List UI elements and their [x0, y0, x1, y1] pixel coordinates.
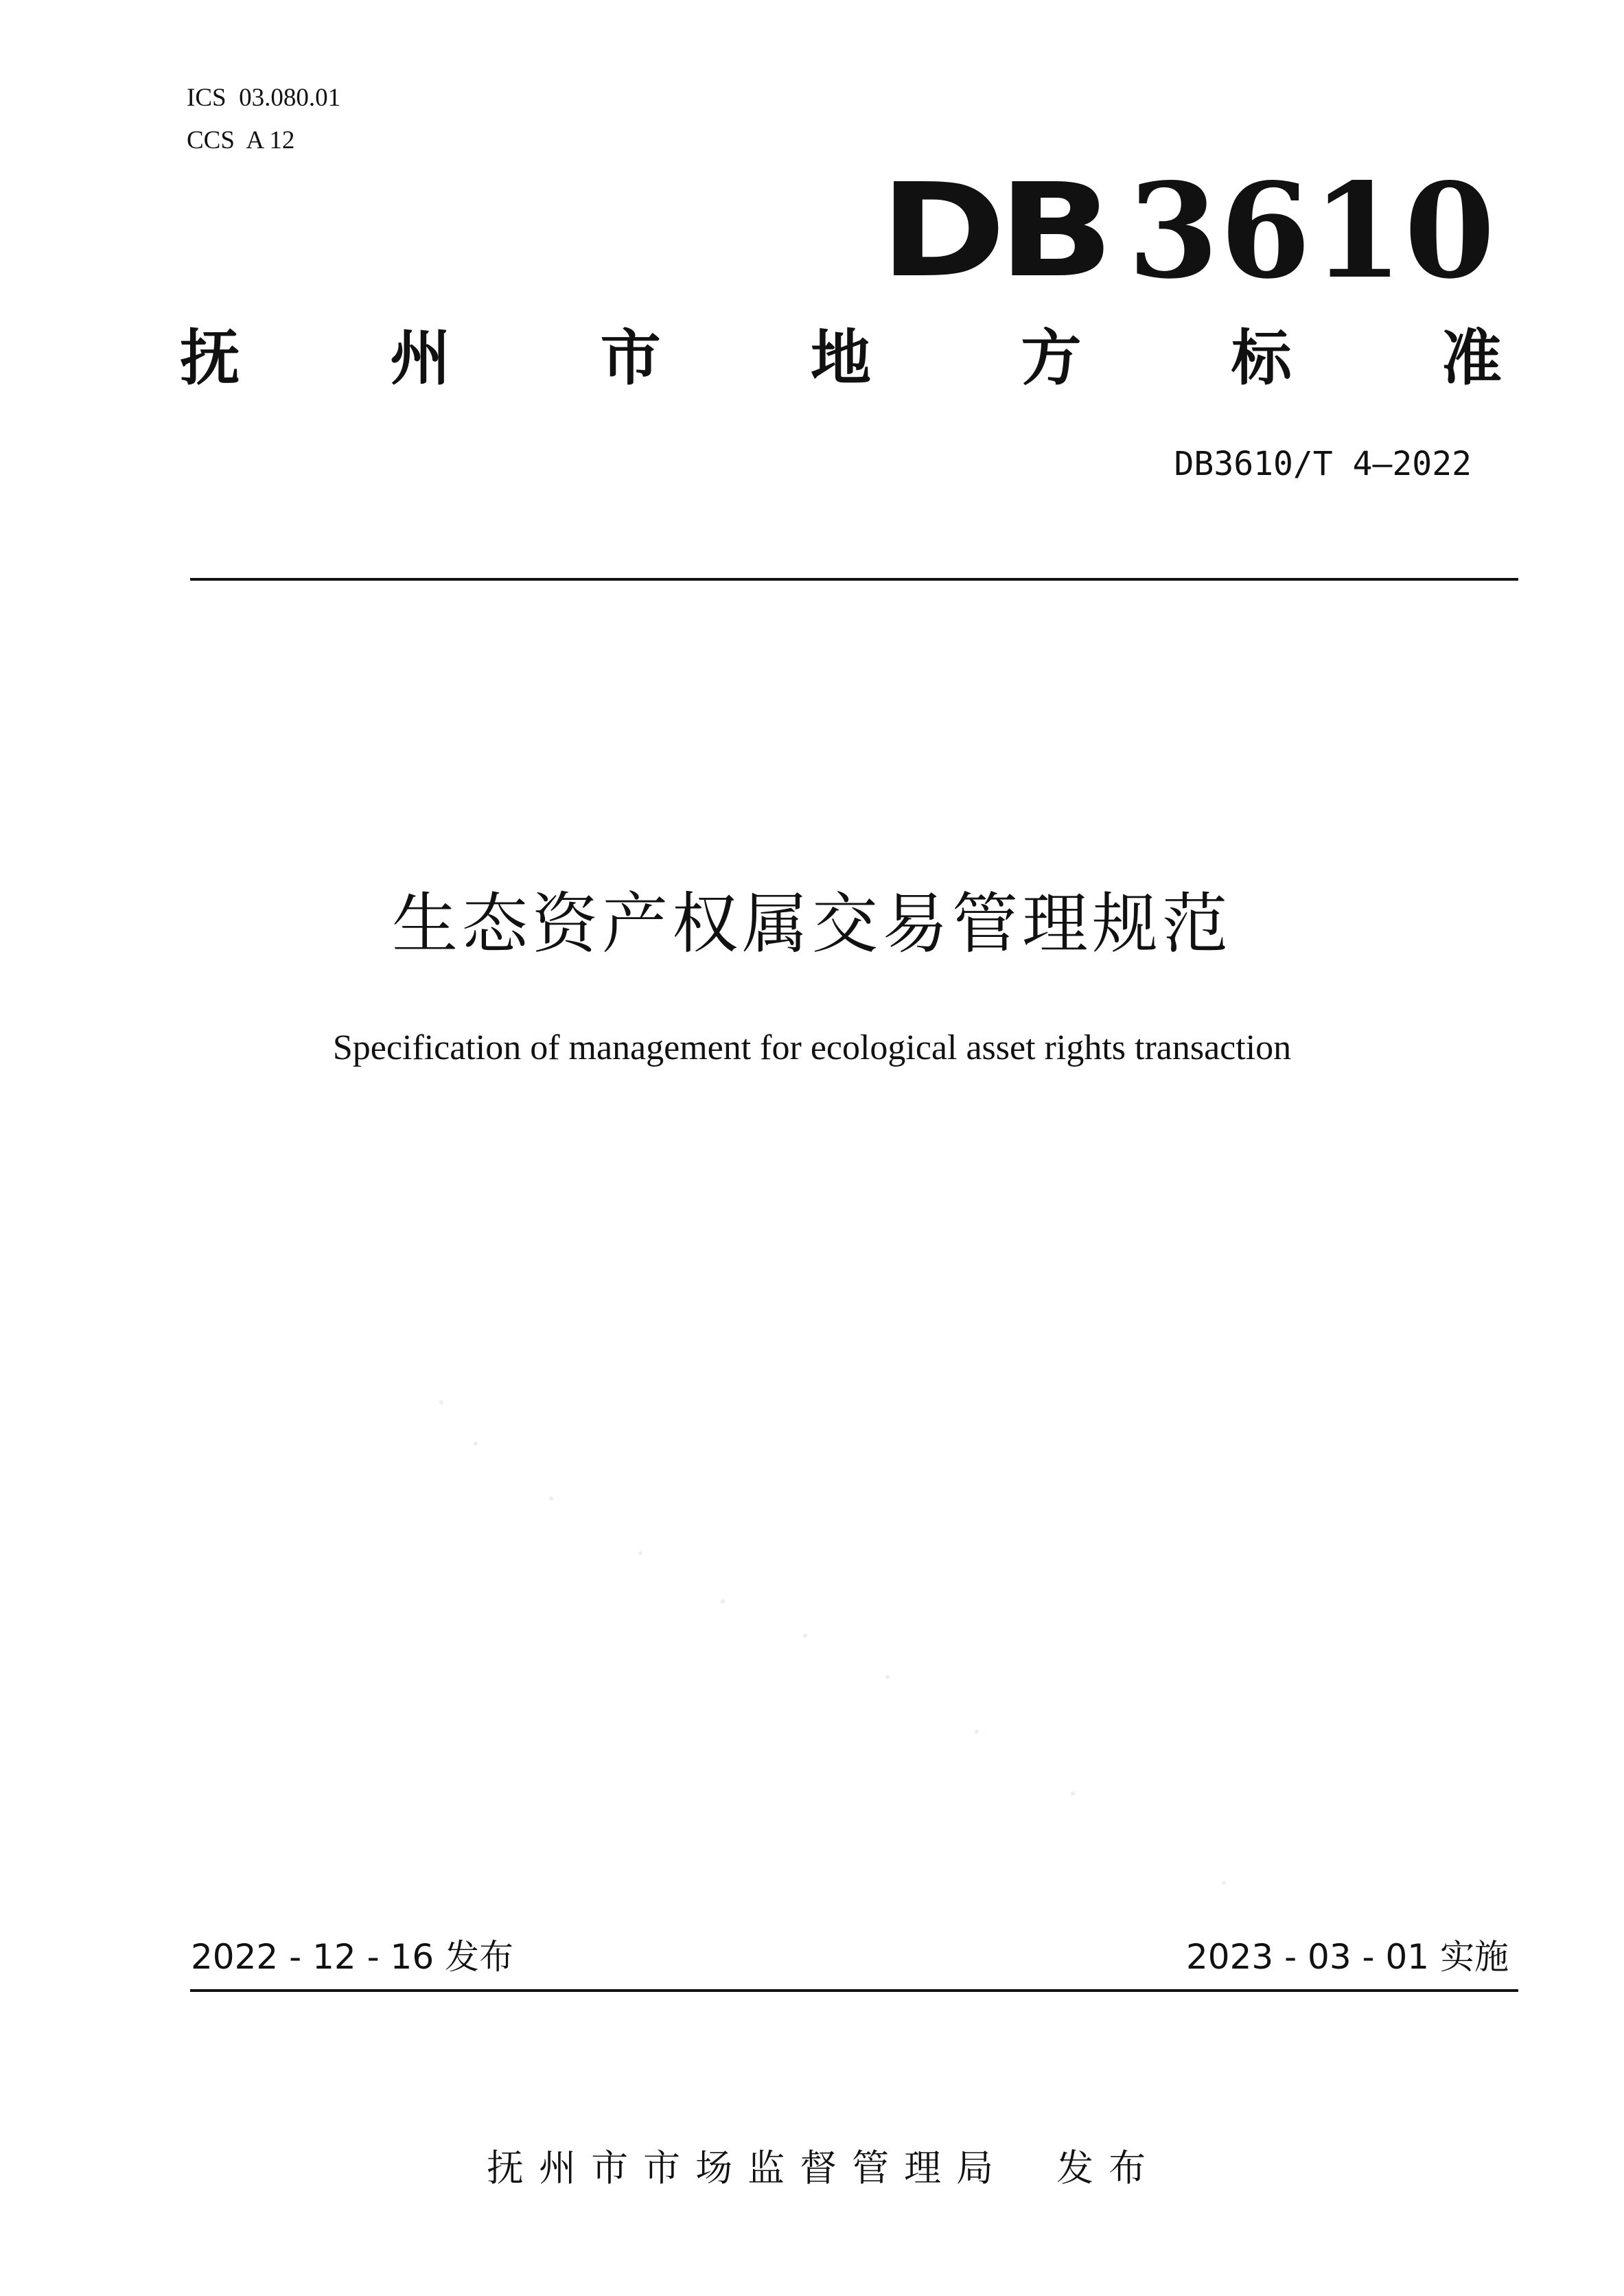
issuing-authority: [0, 2100, 1624, 2191]
standard-logo: [879, 152, 1496, 308]
scan-speck: [549, 1496, 553, 1500]
scan-speck: [803, 1634, 807, 1638]
scan-speck: [439, 1400, 443, 1404]
standard-type-char: 准: [1441, 323, 1502, 393]
logo-prefix: DB: [879, 156, 1106, 306]
issuer-action: 发布: [1056, 2146, 1161, 2190]
publish-date: 2022 - 12 - 16 发布: [191, 1937, 514, 1977]
scan-speck: [885, 1675, 890, 1679]
standard-type-char: 标: [1231, 323, 1292, 393]
bottom-divider: [190, 1989, 1518, 1992]
standard-type-char: 地: [810, 323, 871, 393]
scan-speck: [975, 1730, 979, 1734]
logo-code: 3610: [1128, 154, 1496, 308]
standard-type-char: 抚: [180, 323, 241, 393]
ics-code: ICS 03.080.01: [187, 84, 341, 112]
standard-type-heading: [180, 316, 1502, 391]
issuer-name: 抚州市市场监督管理局: [487, 2146, 1009, 2190]
implementation-date: 2023 - 03 - 01 实施: [1185, 1937, 1509, 1977]
standard-type-char: 州: [390, 323, 451, 393]
top-divider: [190, 578, 1518, 581]
standard-type-char: 方: [1021, 323, 1082, 393]
scan-speck: [1071, 1791, 1075, 1796]
scan-speck: [1222, 1881, 1226, 1885]
document-title-chinese: 生态资产权属交易管理规范: [392, 885, 1232, 962]
standard-number: DB3610/T 4—2022: [1174, 445, 1472, 483]
document-title-english: Specification of management for ecological asset rights transaction: [332, 1028, 1292, 1067]
scan-speck: [474, 1441, 478, 1446]
standard-type-char: 市: [600, 323, 661, 393]
scan-speck: [721, 1599, 725, 1603]
ccs-code: CCS A 12: [187, 126, 295, 154]
scan-speck: [638, 1551, 642, 1555]
